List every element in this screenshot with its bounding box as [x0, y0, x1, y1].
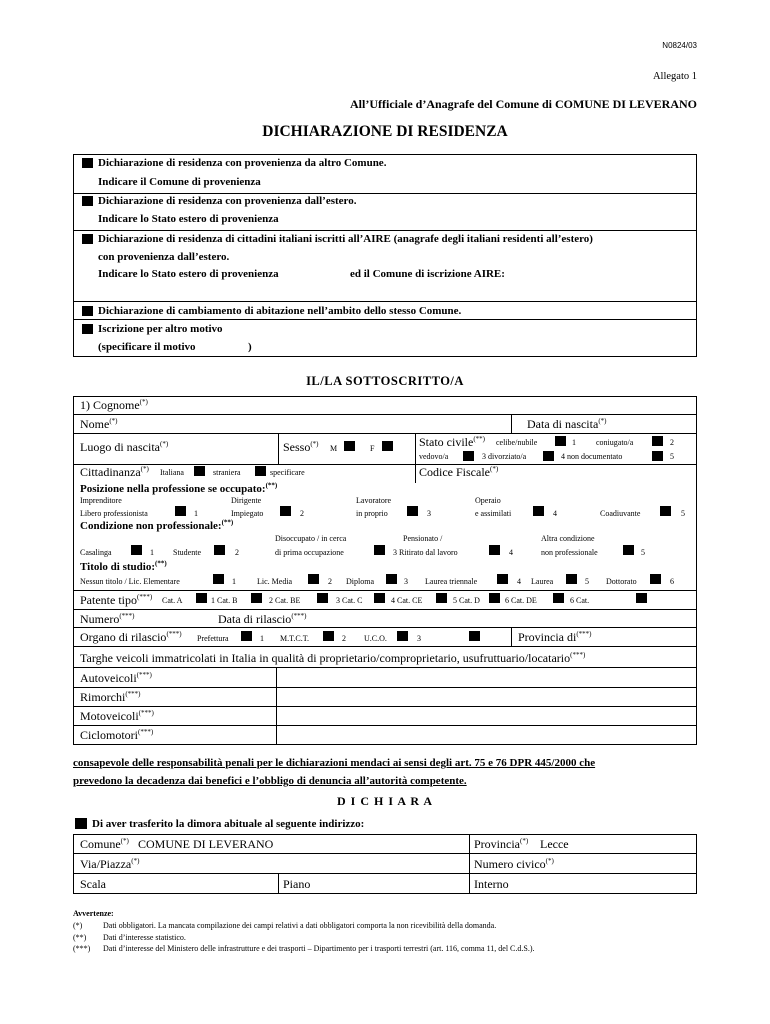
targhe-label: Targhe veicoli immatricolati in Italia in qualità di proprietario/comproprietario, usufruttuario/locatario(***): [80, 651, 586, 665]
titolo1-checkbox[interactable]: [213, 574, 224, 584]
via-piazza-label: Via/Piazza(*): [80, 857, 140, 871]
imprenditore-label: Imprenditore: [80, 496, 122, 505]
titolo4-num: 4: [517, 577, 521, 586]
opt3-label: Dichiarazione di residenza di cittadini italiani iscritti all’AIRE (anagrafe degli italiani residenti all’estero): [98, 233, 593, 245]
sesso-m-label: M: [330, 444, 338, 453]
cat-b-label: 1 Cat. B: [211, 596, 238, 605]
sesso-m-checkbox[interactable]: [344, 441, 355, 451]
opt5-sub-label: (specificare il motivo: [98, 341, 196, 353]
opt5-sub-close: ): [248, 341, 252, 353]
titolo2-checkbox[interactable]: [308, 574, 319, 584]
lavoratore-label: Lavoratore: [356, 496, 392, 505]
titolo5-num: 5: [585, 577, 589, 586]
non-professionale-label: non professionale: [541, 548, 598, 557]
cond2-num: 2: [235, 548, 239, 557]
pos4-num: 4: [553, 509, 557, 518]
rimorchi-label: Rimorchi(***): [80, 690, 141, 704]
cat-b-checkbox[interactable]: [251, 593, 262, 603]
note3-text: Dati d’interesse del Ministero delle infrastrutture e dei trasporti – Dipartimento per i trasporti terrestri (art. 116, comma 11, del C.d.S.).: [103, 944, 535, 953]
data-rilascio-label: Data di rilascio(***): [218, 612, 307, 626]
interno-label: Interno: [474, 877, 509, 891]
organo-extra-checkbox[interactable]: [469, 631, 480, 641]
pos1-checkbox[interactable]: [175, 506, 186, 516]
pensionato-label: Pensionato /: [403, 534, 443, 543]
assimilati-label: e assimilati: [475, 509, 512, 518]
cond4-checkbox[interactable]: [489, 545, 500, 555]
cat-d-label: 5 Cat. D: [453, 596, 480, 605]
opt2-sub-label: Indicare lo Stato estero di provenienza: [98, 213, 279, 225]
dirigente-label: Dirigente: [231, 496, 262, 505]
note2-text: Dati d’interesse statistico.: [103, 933, 186, 942]
nessun-titolo-label: Nessun titolo / Lic. Elementare: [80, 577, 180, 586]
uco-label: U.C.O.: [364, 634, 387, 643]
pos2-num: 2: [300, 509, 304, 518]
titolo6-num: 6: [670, 577, 674, 586]
autoveicoli-label: Autoveicoli(***): [80, 671, 152, 685]
specificare-label: specificare: [270, 468, 305, 477]
titolo3-num: 3: [404, 577, 408, 586]
opt1-sub-label: Indicare il Comune di provenienza: [98, 176, 261, 188]
opt2-label: Dichiarazione di residenza con provenienza dall’estero.: [98, 195, 357, 207]
page-title: DICHIARAZIONE DI RESIDENZA: [262, 123, 508, 140]
non-documentato-checkbox[interactable]: [652, 451, 663, 461]
sesso-f-checkbox[interactable]: [382, 441, 393, 451]
cognome-label: 1) Cognome(*): [80, 398, 148, 412]
ritirato-label: 3 Ritirato dal lavoro: [393, 548, 458, 557]
titolo2-num: 2: [328, 577, 332, 586]
uco-checkbox[interactable]: [397, 631, 408, 641]
mctc-num: 2: [342, 634, 346, 643]
trasferito-checkbox[interactable]: [75, 818, 87, 829]
nome-label: Nome(*): [80, 417, 118, 431]
pos5-checkbox[interactable]: [660, 506, 671, 516]
motoveicoli-label: Motoveicoli(***): [80, 709, 154, 723]
prefettura-num: 1: [260, 634, 264, 643]
opt3-line2: con provenienza dall’estero.: [98, 251, 230, 263]
cat-x-label: 6 Cat.: [570, 596, 590, 605]
titolo-studio-label: Titolo di studio:(**): [80, 559, 167, 573]
note3-mark: (***): [73, 944, 91, 953]
impiegato-label: Impiegato: [231, 509, 264, 518]
patente-label: Patente tipo(***): [80, 593, 153, 607]
cat-ce-checkbox[interactable]: [436, 593, 447, 603]
straniera-checkbox[interactable]: [255, 466, 266, 476]
opt3-line3b: ed il Comune di iscrizione AIRE:: [350, 268, 505, 280]
casalinga-label: Casalinga: [80, 548, 112, 557]
laurea-label: Laurea: [531, 577, 554, 586]
titolo3-checkbox[interactable]: [386, 574, 397, 584]
pos4-checkbox[interactable]: [533, 506, 544, 516]
italiana-label: Italiana: [160, 468, 184, 477]
cat-de-checkbox[interactable]: [553, 593, 564, 603]
pos3-checkbox[interactable]: [407, 506, 418, 516]
disoccupato-label: Disoccupato / in cerca: [275, 534, 347, 543]
opt1-checkbox[interactable]: [82, 158, 93, 168]
straniera-label: straniera: [213, 468, 241, 477]
provincia-value: Lecce: [540, 837, 569, 851]
vedovo-label: vedovo/a: [419, 452, 449, 461]
comune-label: Comune(*): [80, 837, 129, 851]
celibe-checkbox[interactable]: [555, 436, 566, 446]
data-nascita-label: Data di nascita(*): [527, 417, 607, 431]
opt5-checkbox[interactable]: [82, 324, 93, 334]
posizione-label: Posizione nella professione se occupato:(**): [80, 481, 278, 495]
titolo1-num: 1: [232, 577, 236, 586]
organo-rilascio-label: Organo di rilascio(***): [80, 630, 182, 644]
opt4-label: Dichiarazione di cambiamento di abitazione nell’ambito dello stesso Comune.: [98, 305, 462, 317]
consapevole-line2: prevedono la decadenza dai benefici e l’obbligo di denuncia all’autorità competente.: [73, 775, 467, 787]
libero-prof-label: Libero professionista: [80, 509, 148, 518]
operaio-label: Operaio: [475, 496, 501, 505]
comune-value: COMUNE DI LEVERANO: [138, 837, 274, 851]
cat-a-checkbox[interactable]: [196, 593, 207, 603]
trasferito-label: Di aver trasferito la dimora abituale al seguente indirizzo:: [92, 818, 365, 830]
dichiara-heading: D I C H I A R A: [336, 794, 434, 808]
diploma-label: Diploma: [346, 577, 374, 586]
cat-c-checkbox[interactable]: [374, 593, 385, 603]
cat-d-checkbox[interactable]: [489, 593, 500, 603]
divorziato-checkbox[interactable]: [543, 451, 554, 461]
note1-text: Dati obbligatori. La mancata compilazione dei campi relativi a dati obbligatori comporta la non ricevibilità della domanda.: [103, 921, 497, 930]
cat-x-checkbox[interactable]: [636, 593, 647, 603]
cat-be-label: 2 Cat. BE: [269, 596, 301, 605]
provincia-di-label: Provincia di(***): [518, 630, 592, 644]
ciclomotori-label: Ciclomotori(***): [80, 728, 154, 742]
altra-condizione-label: Altra condizione: [541, 534, 595, 543]
titolo5-checkbox[interactable]: [566, 574, 577, 584]
cond1-checkbox[interactable]: [131, 545, 142, 555]
cat-ce-label: 4 Cat. CE: [391, 596, 423, 605]
in-proprio-label: in proprio: [356, 509, 388, 518]
dottorato-label: Dottorato: [606, 577, 637, 586]
mctc-label: M.T.C.T.: [280, 634, 310, 643]
scala-label: Scala: [80, 877, 106, 891]
italiana-checkbox[interactable]: [194, 466, 205, 476]
coniugato-checkbox[interactable]: [652, 436, 663, 446]
cond1-num: 1: [150, 548, 154, 557]
prefettura-checkbox[interactable]: [241, 631, 252, 641]
cond5-num: 5: [641, 548, 645, 557]
section-title: IL/LA SOTTOSCRITTO/A: [306, 374, 464, 388]
recipient-line: All’Ufficiale d’Anagrafe del Comune di COMUNE DI LEVERANO: [350, 97, 697, 111]
titolo6-checkbox[interactable]: [650, 574, 661, 584]
consapevole-line1: consapevole delle responsabilità penali per le dichiarazioni mendaci ai sensi degli art. 75 e 76 DPR 445/2000 che: [73, 757, 596, 769]
stato-civile-label: Stato civile(**): [419, 435, 485, 449]
piano-label: Piano: [283, 877, 311, 891]
opt3-line3a: Indicare lo Stato estero di provenienza: [98, 268, 279, 280]
cond5-checkbox[interactable]: [623, 545, 634, 555]
celibe-num: 1: [572, 438, 576, 447]
celibe-label: celibe/nubile: [496, 438, 538, 447]
coadiuvante-label: Coadiuvante: [600, 509, 641, 518]
cond2-checkbox[interactable]: [214, 545, 225, 555]
numero-civico-label: Numero civico(*): [474, 857, 554, 871]
cittadinanza-label: Cittadinanza(*): [80, 465, 149, 479]
opt5-label: Iscrizione per altro motivo: [98, 323, 223, 335]
lic-media-label: Lic. Media: [257, 577, 293, 586]
cat-de-label: 6 Cat. DE: [505, 596, 537, 605]
condizione-label: Condizione non professionale:(**): [80, 518, 234, 532]
provincia-label: Provincia(*): [474, 837, 529, 851]
titolo4-checkbox[interactable]: [497, 574, 508, 584]
mctc-checkbox[interactable]: [323, 631, 334, 641]
pos2-checkbox[interactable]: [280, 506, 291, 516]
codice-fiscale-label: Codice Fiscale(*): [419, 465, 499, 479]
document-code: N0824/03: [662, 41, 697, 50]
non-documentato-label: 4 non documentato: [561, 452, 623, 461]
divorziato-label: 3 divorziato/a: [482, 452, 527, 461]
opt4-checkbox[interactable]: [82, 306, 93, 316]
pos1-num: 1: [194, 509, 198, 518]
coniugato-num: 2: [670, 438, 674, 447]
non-documentato-num: 5: [670, 452, 674, 461]
numero-label: Numero(***): [80, 612, 135, 626]
studente-label: Studente: [173, 548, 201, 557]
avvertenze-title: Avvertenze:: [73, 909, 114, 918]
note2-mark: (**): [73, 933, 87, 942]
pos3-num: 3: [427, 509, 431, 518]
cond4-num: 4: [509, 548, 513, 557]
luogo-nascita-label: Luogo di nascita(*): [80, 440, 169, 454]
cat-c-label: 3 Cat. C: [336, 596, 363, 605]
vedovo-checkbox[interactable]: [463, 451, 474, 461]
opt2-checkbox[interactable]: [82, 196, 93, 206]
sesso-f-label: F: [370, 444, 375, 453]
cond3-checkbox[interactable]: [374, 545, 385, 555]
opt1-label: Dichiarazione di residenza con provenienza da altro Comune.: [98, 157, 387, 169]
note1-mark: (*): [73, 921, 83, 930]
uco-num: 3: [417, 634, 421, 643]
prefettura-label: Prefettura: [197, 634, 229, 643]
cat-be-checkbox[interactable]: [317, 593, 328, 603]
sesso-label: Sesso(*): [283, 440, 319, 454]
prima-occupazione-label: di prima occupazione: [275, 548, 344, 557]
laurea-triennale-label: Laurea triennale: [425, 577, 478, 586]
cat-a-label: Cat. A: [162, 596, 183, 605]
coniugato-label: coniugato/a: [596, 438, 634, 447]
opt3-checkbox[interactable]: [82, 234, 93, 244]
pos5-num: 5: [681, 509, 685, 518]
allegato-label: Allegato 1: [652, 71, 697, 82]
